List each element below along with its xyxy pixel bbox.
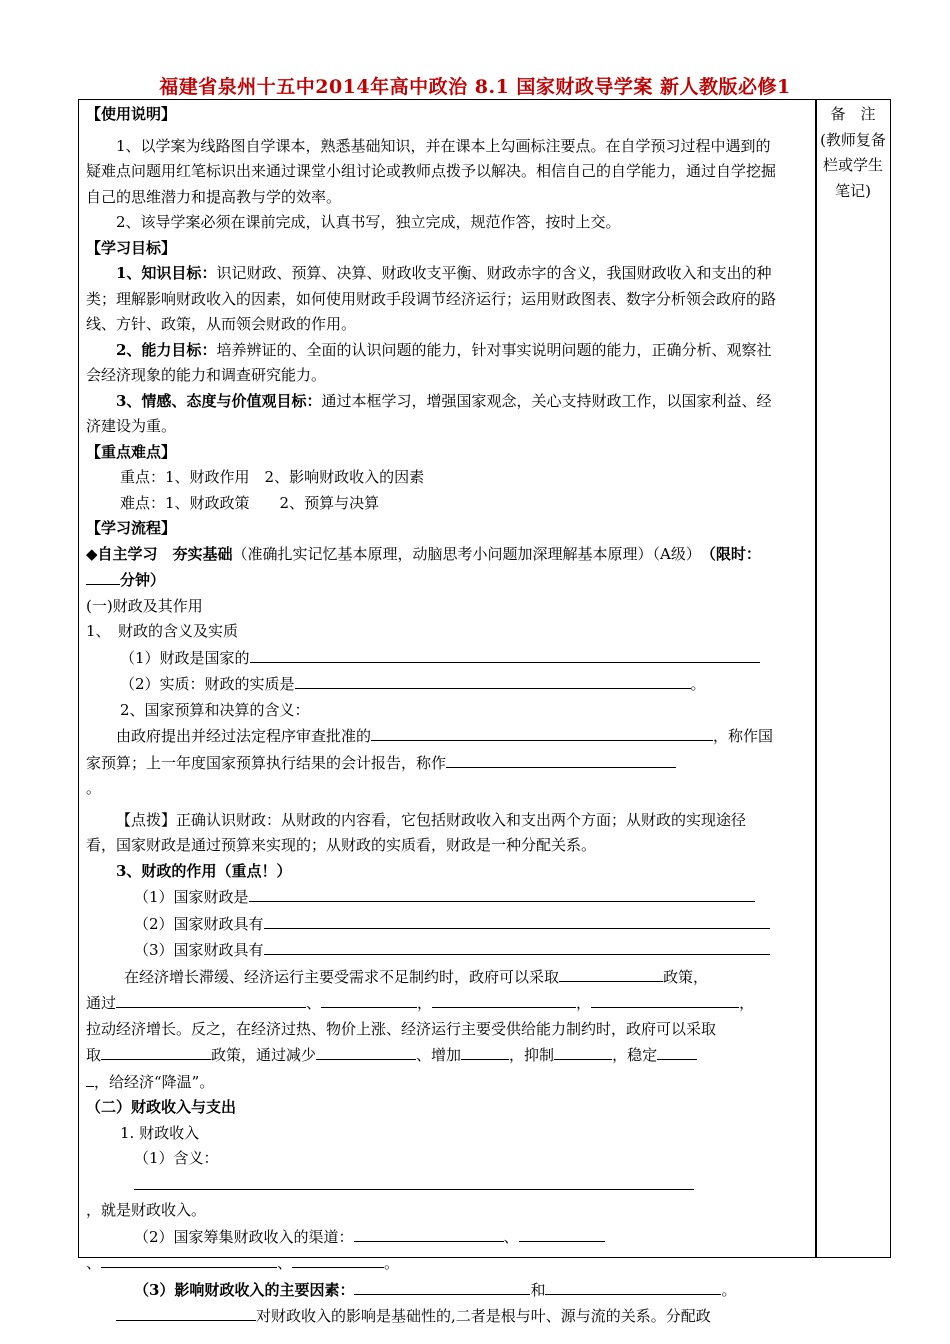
goal-emotion-label: 3、情感、态度与价值观目标： [116,391,322,410]
s1-item3c [86,937,776,964]
s2-item1c-text: （3）影响财政收入的主要因素： [134,1280,355,1299]
usage-p1: 1、以学案为线路图自学课本，熟悉基础知识，并在课本上勾画标注要点。在自学预习过程中遇到的疑难点问题用红笔标识出来通过课堂小组讨论或教师点拨予以解决。相信自己的自学能力，通过自学挖掘自己的思维潜力和提高教与学的效率。 [86,136,777,206]
flow-header: 【学习流程】 [86,519,177,537]
blank[interactable] [101,1250,277,1268]
policy-paragraph: 在经济增长滞缓、经济运行主要受需求不足制约时，政府可以采取 政策， 通过 、 ， ， ， 拉动经济增长。反之，在经济过热、物价上涨、经济运行主要受供给能力制约时，政府可以采取 取 政策，通过减少 、增加 ，抑制 ，稳定 ，给经济“降温”。 [86,964,776,1096]
s1-item3b-text: （2）国家财政具有 [134,914,264,933]
policy-text-b: 政策， [663,967,709,986]
self-study-text: （准确扎实记忆基本原理，动脑思考小问题加深理解基本原理）（A级） [232,544,694,563]
goal-knowledge [86,261,776,338]
tip-label: 【点拨】 [116,810,177,829]
blank[interactable] [371,723,713,741]
blank[interactable] [432,990,576,1008]
blank[interactable] [295,671,691,689]
s2-item1a-text: （1）含义： [134,1149,219,1167]
policy-text-e: 政策，通过减少 [211,1046,317,1064]
column-divider [815,99,817,1257]
punct: 、 [86,1254,102,1272]
punct: 、 [306,994,322,1012]
blank[interactable] [101,1042,211,1060]
blank[interactable] [134,1172,694,1190]
notes-description: (教师复备栏或学生笔记) [820,130,886,200]
blank[interactable] [446,750,676,768]
blank[interactable] [292,1250,384,1268]
policy-text-f: 、增加 [416,1046,462,1064]
s1-item3a [86,884,776,911]
policy-text-g: ，抑制 [509,1046,555,1064]
and-text: 和 [530,1280,546,1299]
time-limit-unit: 分钟） [120,571,166,589]
blank[interactable] [321,990,417,1008]
tip-text: 正确认识财政：从财政的内容看，它包括财政收入和支出两个方面；从财政的实现途径看，国家财政是通过预算来实现的；从财政的实质看，财政是一种分配关系。 [86,810,747,854]
blank[interactable] [354,1224,504,1242]
policy-text-h: ，稳定 [612,1046,658,1064]
s1-item1a [86,645,776,672]
blank[interactable] [316,1042,416,1060]
blank[interactable] [545,1277,721,1295]
s1-item2a-text: 由政府提出并经过法定程序审查批准的 [116,727,372,745]
blank[interactable] [86,1069,94,1087]
s1-item1b [86,671,776,698]
policy-text-a: 在经济增长滞缓、经济运行主要受需求不足制约时，政府可以采取 [124,967,560,986]
section1-header: (一)财政及其作用 [86,596,203,615]
goal-emotion-text: 通过本框学习，增强国家观念，关心支持财政工作，以国家利益、经济建设为重。 [86,391,772,435]
section2-header: （二）财政收入与支出 [86,1098,237,1116]
punct: ， [576,994,592,1012]
s2-last-text: 对财政收入的影响是基础性的,二者是根与叶、源与流的关系。分配政 [256,1307,711,1325]
goal-ability-label: 2、能力目标： [116,340,217,359]
blank[interactable] [461,1042,509,1060]
self-study-label: ◆自主学习 夯实基础 [86,544,233,563]
key-header: 【重点难点】 [86,442,177,461]
usage-header: 【使用说明】 [86,105,177,123]
s1-item2: 2、国家预算和决算的含义： [120,700,310,719]
blank[interactable] [354,1277,530,1295]
blank[interactable] [519,1224,605,1242]
notes-column [818,102,888,204]
s2-item1a [86,1146,776,1224]
tip [86,808,776,859]
blank[interactable] [116,990,306,1008]
s1-item2b-text: ，称作国家预算；上一年度国家预算执行结果的会计报告，称作 [86,727,774,772]
time-limit-label: （限时： [708,544,761,563]
goal-ability [86,338,776,389]
page-title: 福建省泉州十五中2014年高中政治 8.1 国家财政导学案 新人教版必修1 [159,76,791,98]
key-point: 重点：1、财政作用 2、影响财政收入的因素 [120,468,425,486]
s2-item1b-text: （2）国家筹集财政收入的渠道： [134,1227,354,1246]
punct: 、 [277,1254,293,1272]
blank[interactable] [250,645,760,663]
s2-item1b [86,1224,776,1277]
goal-emotion [86,389,776,440]
s2-item1a-end: ，就是财政收入。 [86,1201,207,1219]
s1-item1b-text: （2）实质：财政的实质是 [120,675,295,693]
difficult-point: 难点：1、财政政策 2、预算与决算 [120,493,380,512]
main-column [86,102,776,1330]
s1-item3a-text: （1）国家财政是 [134,888,249,906]
usage-p2: 2、该导学案必须在课前完成，认真书写，独立完成，规范作答，按时上交。 [116,213,621,231]
policy-text-c: 通过 [86,994,117,1012]
s1-item1: 1、 财政的含义及实质 [86,622,239,640]
goal-knowledge-text: 识记财政、预算、决算、财政收支平衡、财政赤字的含义，我国财政收入和支出的种类；理解影响财政收入的因素，如何使用财政手段调节经济运行；运用财政图表、数字分析领会政府的路线、方针、政策，从而领会财政的作用。 [86,264,777,333]
s2-item1: 1. 财政收入 [120,1123,200,1142]
s1-item3c-text: （3）国家财政具有 [134,941,264,959]
time-blank[interactable] [86,567,120,585]
s2-last-line [86,1303,776,1330]
goal-knowledge-label: 1、知识目标： [116,264,217,282]
goal-ability-text: 培养辨证的、全面的认识问题的能力，针对事实说明问题的能力，正确分析、观察社会经济现象的能力和调查研究能力。 [86,340,772,384]
blank[interactable] [559,964,663,982]
blank[interactable] [554,1042,612,1060]
blank[interactable] [264,911,770,929]
punct: ， [417,994,433,1012]
blank[interactable] [249,884,755,902]
notes-header: 备 注 [830,105,876,123]
punct: 。 [384,1254,400,1272]
s1-item2-line [86,723,776,802]
s1-item3b [86,911,776,938]
goals-header: 【学习目标】 [86,238,177,257]
policy-text-d: 拉动经济增长。反之，在经济过热、物价上涨、经济运行主要受供给能力制约时，政府可以采取 [86,1019,717,1038]
punct: 。 [86,779,102,797]
blank[interactable] [591,990,739,1008]
punct: 。 [690,675,706,693]
blank[interactable] [657,1042,697,1060]
s2-item1c [86,1277,776,1304]
policy-text-i: ，给经济“降温”。 [94,1072,215,1091]
punct: ， [739,994,755,1012]
punct: 、 [503,1227,519,1246]
self-study-line [86,542,776,594]
blank[interactable] [264,937,770,955]
s1-item3: 3、财政的作用（重点！） [116,861,292,880]
s1-item1a-text: （1）财政是国家的 [120,648,250,667]
blank[interactable] [116,1303,256,1321]
punct: 。 [721,1280,737,1299]
